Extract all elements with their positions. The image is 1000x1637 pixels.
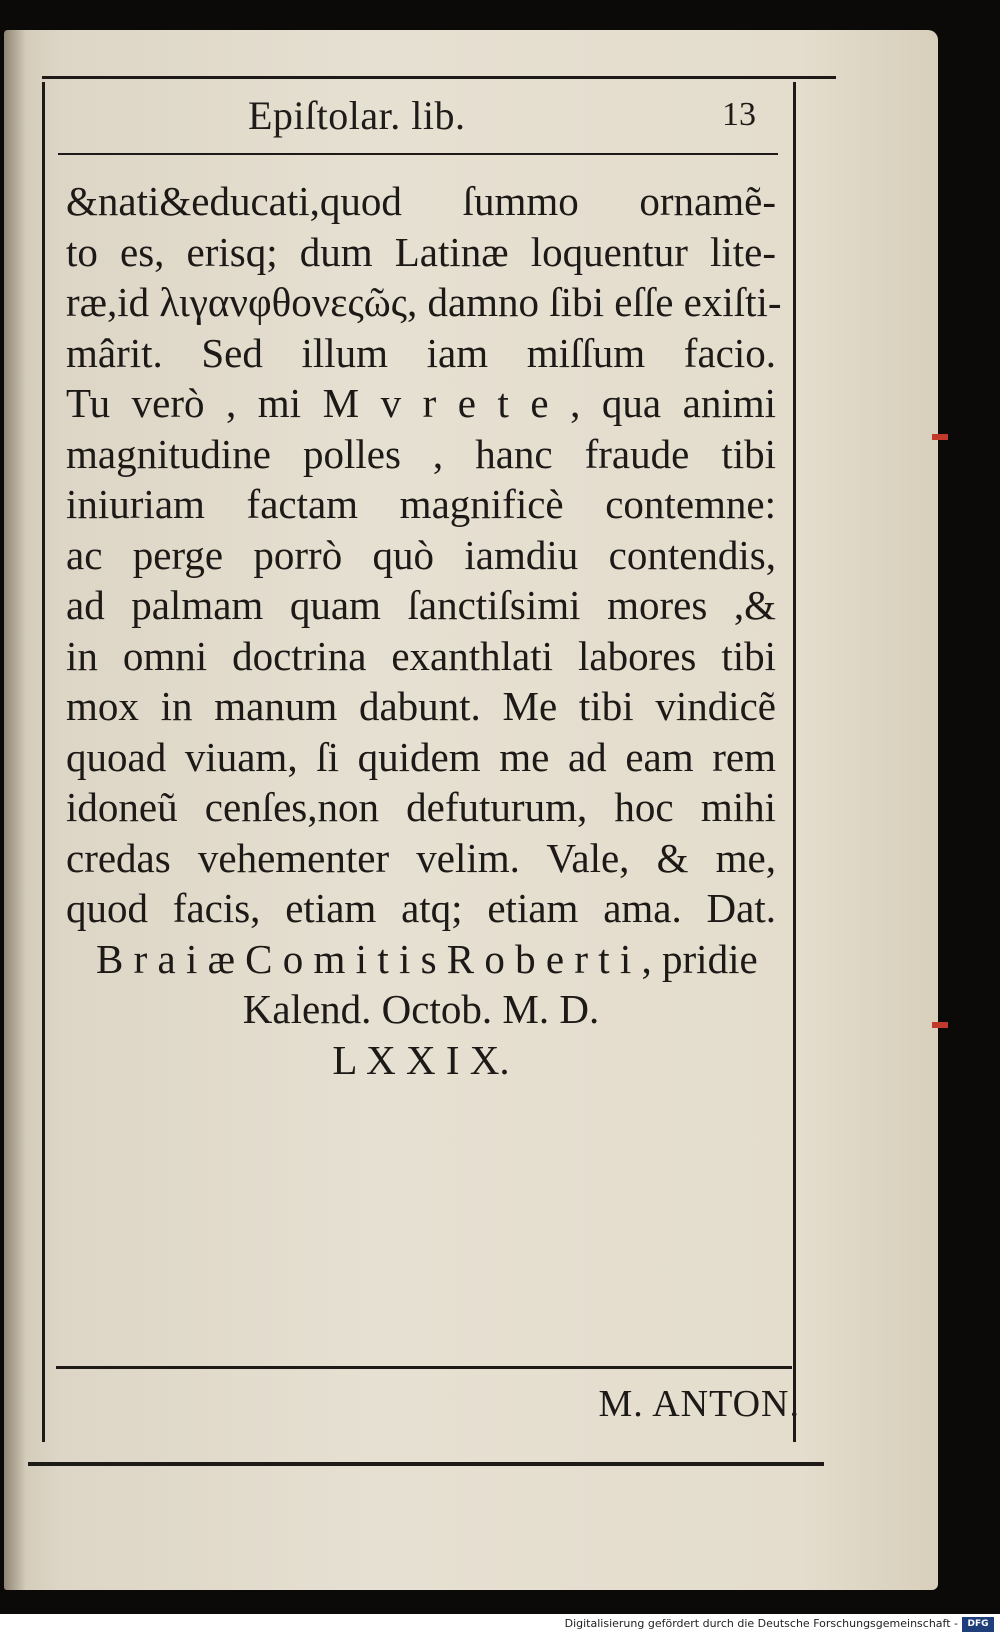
top-frame-rule: [42, 76, 836, 79]
dateline-place: B r a i æ C o m i t i s R o b e r t i , pridie: [96, 935, 758, 982]
digitization-footer: [0, 1614, 1000, 1637]
footer-credit: Digitalisierung gefördert durch die Deutsche Forschungsgemeinschaft -: [564, 1617, 958, 1630]
footer-rule: [56, 1366, 792, 1369]
text-line: quod facis, etiam atq; etiam ama. Dat.: [66, 885, 776, 931]
catchword: M. ANTON.: [598, 1383, 800, 1425]
text-line: iniuriam factam magnificè contemne:: [66, 481, 776, 527]
margin-tab-marker: [932, 1022, 948, 1028]
text-line: Tu verò , mi M v r e t e , qua animi: [66, 380, 776, 426]
dateline-year: L X X I X.: [332, 1036, 510, 1083]
text-line: mox in manum dabunt. Me tibi vindicẽ: [66, 683, 776, 729]
text-line: in omni doctrina exanthlati labores tibi: [66, 632, 776, 679]
text-line: to es, erisq; dum Latinæ loquentur lite-: [66, 228, 776, 275]
text-line: mârit. Sed illum iam miſſum facio.: [66, 329, 776, 376]
dateline-date: Kalend. Octob. M. D.: [242, 986, 600, 1032]
running-head: [58, 92, 778, 142]
text-line: idoneũ cenſes,non defuturum, hoc mihi: [66, 784, 776, 830]
text-line: ac perge porrò quò iamdiu contendis,: [66, 531, 776, 578]
running-title: Epiſtolar. lib.: [248, 93, 466, 138]
text-line: &nati&educati,quod ſummo ornamẽ-: [66, 178, 776, 224]
dfg-logo-icon: DFG: [962, 1617, 994, 1632]
bottom-frame-rule: [28, 1462, 824, 1466]
body-text: [66, 176, 782, 1085]
text-line: magnitudine polles , hanc fraude tibi: [66, 430, 776, 477]
margin-tab-marker: [932, 434, 948, 440]
text-line: ræ,id λιγανφθονεςῶς, damno ſibi eſſe exiſti-: [66, 279, 782, 325]
text-line: credas vehementer velim. Vale, & me,: [66, 834, 776, 881]
binding-shadow: [4, 30, 26, 1590]
text-line: ad palmam quam ſanctiſsimi mores ,&: [66, 582, 776, 628]
page-number: 13: [722, 96, 756, 133]
text-line: quoad viuam, ſi quidem me ad eam rem: [66, 733, 776, 780]
header-rule: [58, 153, 778, 155]
